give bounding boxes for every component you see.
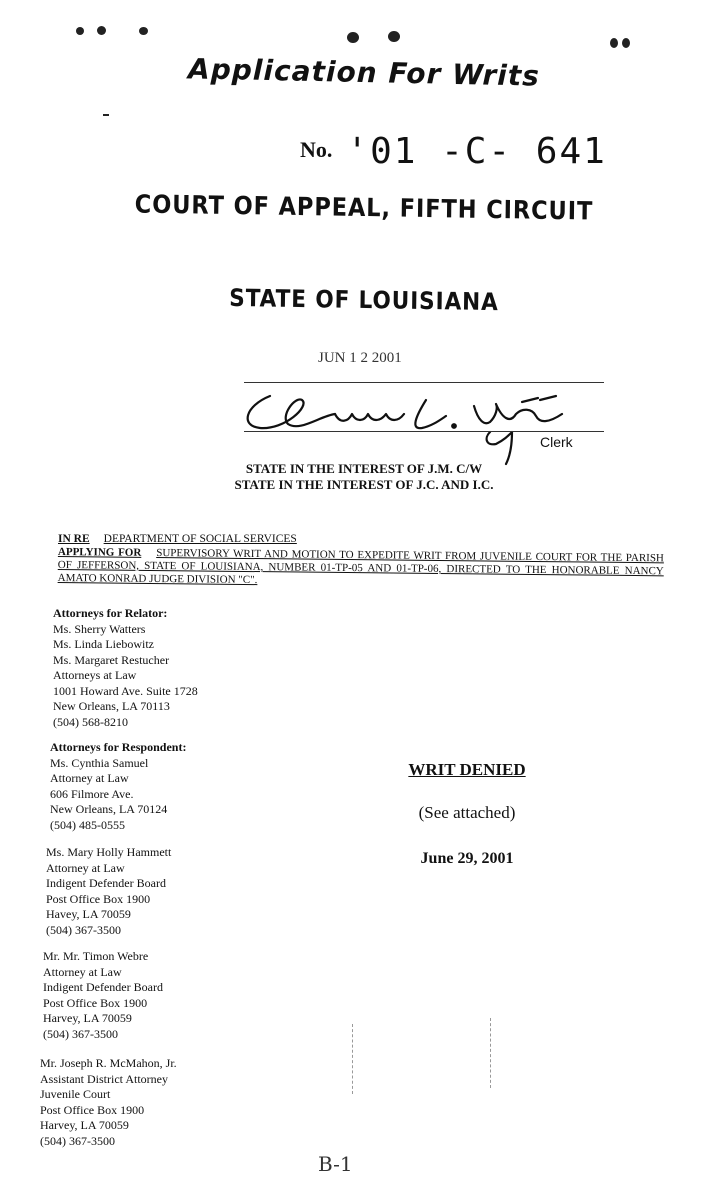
scan-speck bbox=[347, 32, 359, 43]
scan-speck bbox=[610, 38, 618, 48]
respondent-line: Indigent Defender Board bbox=[43, 980, 163, 994]
respondent-line: New Orleans, LA 70124 bbox=[50, 802, 168, 816]
state-name: STATE OF LOUISIANA bbox=[229, 283, 499, 317]
respondent-attorney-1 bbox=[50, 740, 186, 833]
respondent-line: Mr. Joseph R. McMahon, Jr. bbox=[40, 1056, 177, 1070]
respondent-line: (504) 367-3500 bbox=[43, 1026, 118, 1041]
respondent-line: (504) 485-0555 bbox=[50, 817, 125, 832]
relator-line: (504) 568-8210 bbox=[53, 714, 128, 729]
ruling-date: June 29, 2001 bbox=[420, 850, 514, 867]
applying-for-label: APPLYING FOR bbox=[57, 546, 142, 559]
respondent-line: Attorney at Law bbox=[50, 771, 129, 785]
respondent-attorney-3 bbox=[43, 949, 163, 1042]
respondent-line: 606 Filmore Ave. bbox=[50, 786, 134, 801]
relator-line: Ms. Sherry Watters bbox=[53, 621, 146, 636]
respondent-line: Attorney at Law bbox=[46, 860, 125, 875]
relator-line: New Orleans, LA 70113 bbox=[53, 699, 170, 713]
in-re-line bbox=[58, 533, 297, 545]
respondent-line: Ms. Cynthia Samuel bbox=[50, 755, 149, 770]
docket-number: '01 -C- 641 bbox=[346, 131, 607, 172]
scan-speck bbox=[139, 27, 148, 35]
respondent-line: Assistant District Attorney bbox=[40, 1071, 168, 1086]
stamp-edge bbox=[352, 1024, 353, 1094]
signature-rule-bottom bbox=[244, 431, 604, 432]
document-title: Application For Writs bbox=[187, 52, 541, 93]
respondent-line: Harvey, LA 70059 bbox=[43, 1011, 132, 1025]
case-caption-2: STATE IN THE INTEREST OF J.C. AND I.C. bbox=[234, 477, 494, 492]
scan-speck bbox=[97, 26, 106, 35]
in-re-value: DEPARTMENT OF SOCIAL SERVICES bbox=[103, 533, 297, 545]
docket-number-line bbox=[300, 130, 607, 172]
respondent-attorney-2 bbox=[46, 845, 171, 938]
respondent-line: Juvenile Court bbox=[40, 1087, 111, 1101]
applying-for-value: SUPERVISORY WRIT AND MOTION TO EXPEDITE WRIT FROM JUVENILE COURT FOR THE PARISH OF JEFFERSON, STATE OF LOUISIANA, NUMBER 01-TP-05 AND 01-TP-06, DIRECTED TO THE HONORABLE NANCY AMATO KONRAD JUDGE DIVISION "C". bbox=[57, 547, 664, 587]
clerk-signature bbox=[240, 386, 580, 466]
respondent-line: Havey, LA 70059 bbox=[46, 907, 131, 921]
scan-speck bbox=[388, 31, 400, 42]
relator-line: Ms. Margaret Restucher bbox=[53, 652, 170, 667]
respondent-line: Attorney at Law bbox=[43, 964, 122, 979]
ruling-note: (See attached) bbox=[418, 803, 516, 822]
clerk-label: Clerk bbox=[540, 434, 573, 450]
docket-label: No. bbox=[300, 137, 333, 162]
ruling: WRIT DENIED bbox=[408, 760, 526, 779]
scan-speck bbox=[76, 27, 84, 35]
court-name: COURT OF APPEAL, FIFTH CIRCUIT bbox=[134, 189, 594, 226]
scan-speck bbox=[622, 38, 630, 48]
respondent-line: (504) 367-3500 bbox=[40, 1133, 115, 1148]
respondent-line: Post Office Box 1900 bbox=[43, 995, 148, 1010]
relator-line: Ms. Linda Liebowitz bbox=[53, 637, 154, 651]
stamp-edge bbox=[490, 1018, 491, 1088]
respondent-title: Attorneys for Respondent: bbox=[50, 740, 187, 754]
relator-line: Attorneys at Law bbox=[53, 668, 137, 682]
page-reference: B-1 bbox=[318, 1152, 353, 1176]
relator-line: 1001 Howard Ave. Suite 1728 bbox=[53, 683, 198, 698]
respondent-attorney-4 bbox=[40, 1056, 177, 1149]
respondent-line: (504) 367-3500 bbox=[46, 922, 121, 937]
filed-date-stamp: JUN 1 2 2001 bbox=[318, 350, 402, 366]
respondent-line: Post Office Box 1900 bbox=[40, 1102, 145, 1117]
faded-stamp bbox=[352, 1018, 494, 1102]
respondent-line: Harvey, LA 70059 bbox=[40, 1118, 129, 1132]
relator-attorneys bbox=[53, 606, 198, 730]
respondent-line: Ms. Mary Holly Hammett bbox=[46, 845, 172, 859]
signature-rule-top bbox=[244, 382, 604, 383]
in-re-label: IN RE bbox=[58, 533, 90, 545]
scan-speck bbox=[103, 114, 109, 116]
respondent-line: Mr. Mr. Timon Webre bbox=[43, 949, 149, 963]
case-caption-1: STATE IN THE INTEREST OF J.M. C/W bbox=[245, 461, 483, 476]
relator-title: Attorneys for Relator: bbox=[53, 606, 168, 620]
respondent-line: Post Office Box 1900 bbox=[46, 891, 151, 906]
applying-for-paragraph bbox=[58, 546, 664, 591]
respondent-line: Indigent Defender Board bbox=[46, 876, 166, 890]
